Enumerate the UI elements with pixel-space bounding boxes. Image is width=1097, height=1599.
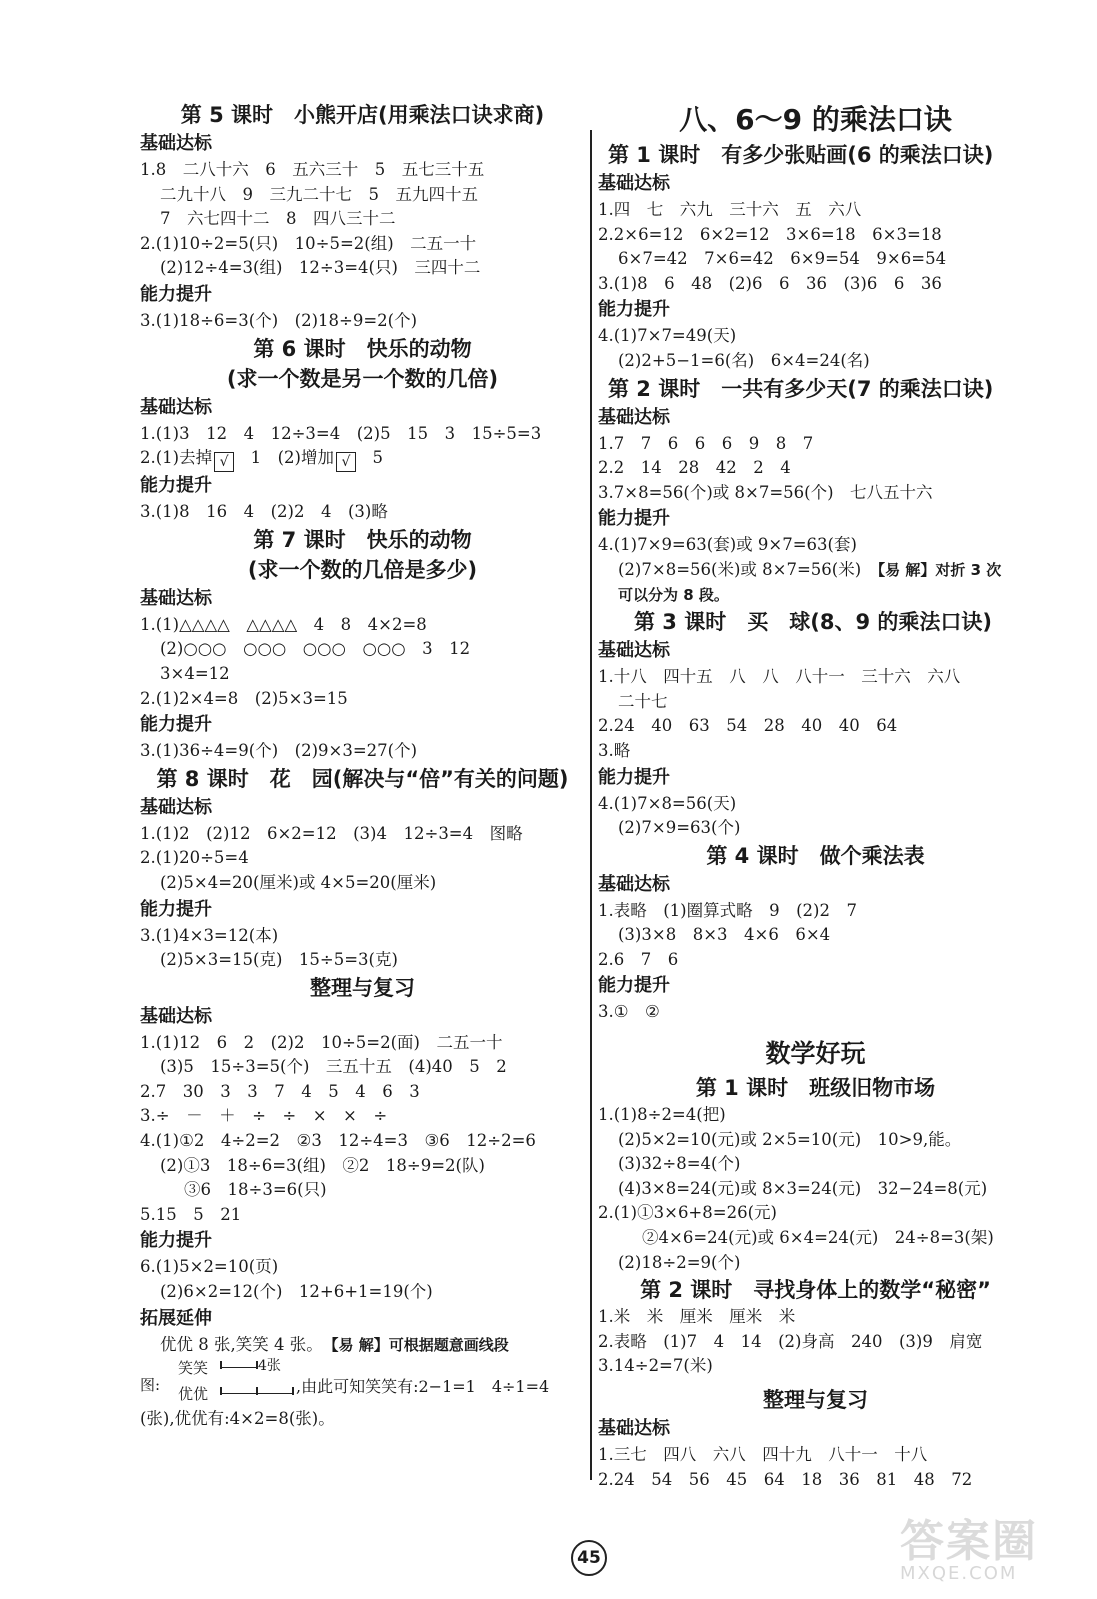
answer-line: 2.(1)20÷5=4 (140, 848, 249, 868)
answer-line: 4.(1)7×7=49(天) (598, 326, 737, 346)
basic-label: 基础达标 (598, 173, 670, 194)
answer-line: 6×7=42 7×6=42 6×9=54 9×6=54 (618, 249, 947, 269)
checkmark-box: √ (214, 452, 234, 472)
advanced-label: 能力提升 (140, 283, 212, 305)
answer-line: 4.(1)①2 4÷2=2 ②3 12÷4=3 ③6 12÷2=6 (140, 1131, 536, 1151)
answer-line: 3.(1)4×3=12(本) (140, 925, 279, 945)
answer-line: 3.① ② (598, 1002, 660, 1022)
r-lesson-4-title: 第 4 课时 做个乘法表 (706, 843, 925, 868)
answer-line: 1.三七 四八 六八 四十九 八十一 十八 (598, 1445, 928, 1464)
answer-line: 3.(1)18÷6=3(个) (2)18÷9=2(个) (140, 310, 418, 330)
r-lesson-3-title: 第 3 课时 买 球(8、9 的乘法口诀) (634, 610, 992, 635)
answer-line: 7 六七四十二 8 四八三十二 (160, 209, 396, 229)
answer-line: (4)3×8=24(元)或 8×3=24(元) 32−24=8(元) (618, 1178, 988, 1198)
answer-line: 2.(1)2×4=8 (2)5×3=15 (140, 688, 348, 708)
segment-tick (256, 1387, 258, 1395)
answer-line: 4.(1)7×8=56(天) (598, 793, 737, 813)
lesson-8-title: 第 8 课时 花 园(解决与“倍”有关的问题) (156, 766, 569, 791)
answer-line: 二九十八 9 三九二十七 5 五九四十五 (160, 184, 478, 204)
answer-line: (3)32÷8=4(个) (618, 1154, 741, 1174)
answer-line: 1.(1)3 12 4 12÷3=4 (2)5 15 3 15÷5=3 (140, 423, 542, 443)
r-lesson-2 (598, 374, 1033, 608)
answer-line: (3)5 15÷3=5(个) 三五十五 (4)40 5 2 (160, 1057, 507, 1077)
tip-text: 对折 3 次 (935, 560, 1002, 579)
answer-text: 2.(1)去掉 (140, 448, 213, 468)
answer-line: 2.24 40 63 54 28 40 40 64 (598, 716, 898, 736)
extension-label: 拓展延伸 (140, 1307, 212, 1329)
diagram-label-xiaoxiao: 笑笑 (178, 1359, 209, 1378)
lesson-6-subtitle: (求一个数是另一个数的几倍) (226, 366, 499, 391)
r-lesson-1-title: 第 1 课时 有多少张贴画(6 的乘法口诀) (608, 143, 994, 167)
answer-line: 3.(1)8 6 48 (2)6 6 36 (3)6 6 36 (598, 273, 942, 293)
basic-label: 基础达标 (598, 406, 670, 428)
answer-line: 1.7 7 6 6 6 9 8 7 (598, 433, 814, 453)
basic-label: 基础达标 (140, 587, 212, 609)
answer-line: 2.(1)10÷2=5(只) 10÷5=2(组) 二五一十 (140, 233, 477, 253)
answer-line: 5.15 5 21 (140, 1204, 242, 1224)
answer-line: 3.÷ － ＋ ÷ ÷ × × ÷ (140, 1106, 388, 1126)
advanced-label: 能力提升 (140, 1230, 212, 1252)
basic-label: 基础达标 (140, 796, 212, 818)
basic-label: 基础达标 (598, 1418, 670, 1439)
answer-line: 2.2 14 28 42 2 4 (598, 458, 791, 478)
answer-line: (3)3×8 8×3 4×6 6×4 (618, 925, 831, 945)
answer-line: 1.表略 (1)圈算式略 9 (2)2 7 (598, 900, 857, 920)
answer-line: 3.(1)36÷4=9(个) (2)9×3=27(个) (140, 741, 418, 761)
answer-line: 2.6 7 6 (598, 949, 679, 969)
f-lesson-2 (598, 1275, 1033, 1379)
answer-line: 4.(1)7×9=63(套)或 9×7=63(套) (598, 535, 857, 555)
answer-line: 1.米 米 厘米 厘米 米 (598, 1307, 796, 1327)
answer-line: (2)18÷2=9(个) (618, 1252, 741, 1272)
diagram-conclusion: ,由此可知笑笑有:2−1=1 4÷1=4 (296, 1377, 550, 1397)
basic-label: 基础达标 (598, 640, 670, 662)
r-lesson-3 (598, 607, 1033, 841)
watermark-logo (900, 1505, 1090, 1595)
line-segment-diagram (140, 1357, 585, 1407)
f-lesson-1-title: 第 1 课时 班级旧物市场 (695, 1076, 936, 1101)
answer-line: (2)5×2=10(元)或 2×5=10(元) 10>9,能。 (618, 1129, 962, 1149)
answer-line: 1.(1)8÷2=4(把) (598, 1105, 726, 1125)
answer-line: 3×4=12 (160, 663, 230, 683)
answer-text: 优优 8 张,笑笑 4 张。 (160, 1334, 315, 1354)
left-column (140, 100, 585, 1432)
review-title: 整理与复习 (763, 1388, 868, 1412)
advanced-label: 能力提升 (598, 508, 670, 530)
answer-line: (张),优优有:4×2=8(张)。 (140, 1409, 335, 1429)
lesson-5 (140, 100, 585, 334)
answer-text: 5 (356, 448, 383, 468)
answer-line: 1.(1)△△△△ △△△△ 4 8 4×2=8 (140, 614, 427, 634)
lesson-6 (140, 334, 585, 525)
r-lesson-2-title: 第 2 课时 一共有多少天(7 的乘法口诀) (608, 376, 994, 401)
checkmark-box: √ (336, 452, 356, 472)
answer-line: (2)5×3=15(克) 15÷5=3(克) (160, 950, 398, 970)
basic-label: 基础达标 (140, 396, 212, 418)
answer-line: 3.7×8=56(个)或 8×7=56(个) 七八五十六 (598, 482, 933, 502)
tip-label: 【易 解】 (330, 1335, 389, 1354)
answer-line: ②4×6=24(元)或 6×4=24(元) 24÷8=3(架) (642, 1228, 994, 1248)
review-left (140, 973, 585, 1432)
segment-value: 4张 (258, 1358, 281, 1375)
answer-line: (2)7×9=63(个) (618, 818, 741, 838)
advanced-label: 能力提升 (140, 714, 212, 736)
tip-label: 【易 解】 (877, 560, 936, 579)
lesson-8 (140, 764, 585, 973)
watermark-url: MXQE.COM (900, 1563, 1018, 1584)
segment-xiaoxiao (220, 1367, 256, 1368)
basic-label: 基础达标 (140, 133, 212, 154)
tip-text: 可以分为 8 段。 (618, 585, 729, 604)
answer-line (140, 1333, 585, 1358)
answer-line: 3.14÷2=7(米) (598, 1356, 713, 1376)
r-lesson-1 (598, 140, 1033, 374)
advanced-label: 能力提升 (140, 898, 212, 920)
f-lesson-2-title: 第 2 课时 寻找身体上的数学“秘密” (640, 1278, 991, 1303)
answer-text: 1 (2)增加 (234, 448, 334, 468)
advanced-label: 能力提升 (598, 766, 670, 788)
advanced-label: 能力提升 (140, 475, 212, 497)
basic-label: 基础达标 (598, 873, 670, 895)
advanced-label: 能力提升 (598, 299, 670, 321)
answer-line: 3.略 (598, 740, 631, 760)
basic-label: 基础达标 (140, 1005, 212, 1027)
answer-line: 1.(1)2 (2)12 6×2=12 (3)4 12÷3=4 图略 (140, 823, 523, 843)
answer-line: ③6 18÷3=6(只) (184, 1180, 327, 1200)
answer-line: 1.四 七 六九 三十六 五 六八 (598, 200, 862, 219)
lesson-6-title: 第 6 课时 快乐的动物 (253, 336, 472, 361)
tip-text: 可根据题意画线段 (388, 1335, 509, 1354)
answer-line: (2)5×4=20(厘米)或 4×5=20(厘米) (160, 872, 437, 892)
unit-title: 八、6～9 的乘法口诀 (679, 103, 952, 136)
column-divider (590, 130, 592, 1480)
fun-math-title: 数学好玩 (765, 1039, 866, 1069)
answer-line: (2)6×2=12(个) 12+6+1=19(个) (160, 1282, 433, 1302)
segment-tick (220, 1387, 222, 1395)
answer-line: 6.(1)5×2=10(页) (140, 1257, 279, 1277)
answer-line: (2)12÷4=3(组) 12÷3=4(只) 三四十二 (160, 258, 481, 278)
answer-text: (2)7×8=56(米)或 8×7=56(米) (618, 559, 862, 579)
answer-line: 3.(1)8 16 4 (2)2 4 (3)略 (140, 502, 388, 522)
answer-line (598, 558, 1033, 583)
lesson-7 (140, 525, 585, 764)
answer-line: 2.表略 (1)7 4 14 (2)身高 240 (3)9 肩宽 (598, 1331, 983, 1351)
diagram-prefix: 图: (140, 1376, 161, 1395)
answer-line: (2)○○○ ○○○ ○○○ ○○○ 3 12 (160, 639, 471, 659)
answer-line: 2.7 30 3 3 7 4 5 4 6 3 (140, 1081, 420, 1101)
answer-line: 二十七 (618, 691, 668, 711)
answer-line: 1.十八 四十五 八 八 八十一 三十六 六八 (598, 667, 961, 687)
diagram-label-youyou: 优优 (178, 1385, 209, 1404)
answer-line: 1.8 二八十六 6 五六三十 5 五七三十五 (140, 160, 485, 179)
right-column (598, 100, 1033, 1492)
answer-line: 2.2×6=12 6×2=12 3×6=18 6×3=18 (598, 224, 942, 244)
answer-line: 2.(1)①3×6+8=26(元) (598, 1203, 777, 1223)
answer-line (140, 446, 585, 472)
review-title: 整理与复习 (310, 975, 415, 1000)
answer-line: (2)①3 18÷6=3(组) ②2 18÷9=2(队) (160, 1155, 485, 1175)
watermark-text: 答案圈 (900, 1516, 1038, 1567)
answer-line: 1.(1)12 6 2 (2)2 10÷5=2(面) 二五一十 (140, 1032, 503, 1052)
f-lesson-1 (598, 1073, 1033, 1275)
advanced-label: 能力提升 (598, 975, 670, 997)
answer-line: 2.24 54 56 45 64 18 36 81 48 72 (598, 1469, 973, 1489)
lesson-5-title: 第 5 课时 小熊开店(用乘法口诀求商) (180, 103, 545, 127)
segment-tick (292, 1387, 294, 1395)
answer-line: (2)2+5−1=6(名) 6×4=24(名) (618, 350, 870, 370)
lesson-7-subtitle: (求一个数的几倍是多少) (247, 557, 478, 582)
page-number: 45 (571, 1540, 607, 1576)
r-lesson-4 (598, 841, 1033, 1025)
segment-tick (220, 1361, 222, 1369)
review-right (598, 1385, 1033, 1492)
lesson-7-title: 第 7 课时 快乐的动物 (253, 527, 472, 552)
